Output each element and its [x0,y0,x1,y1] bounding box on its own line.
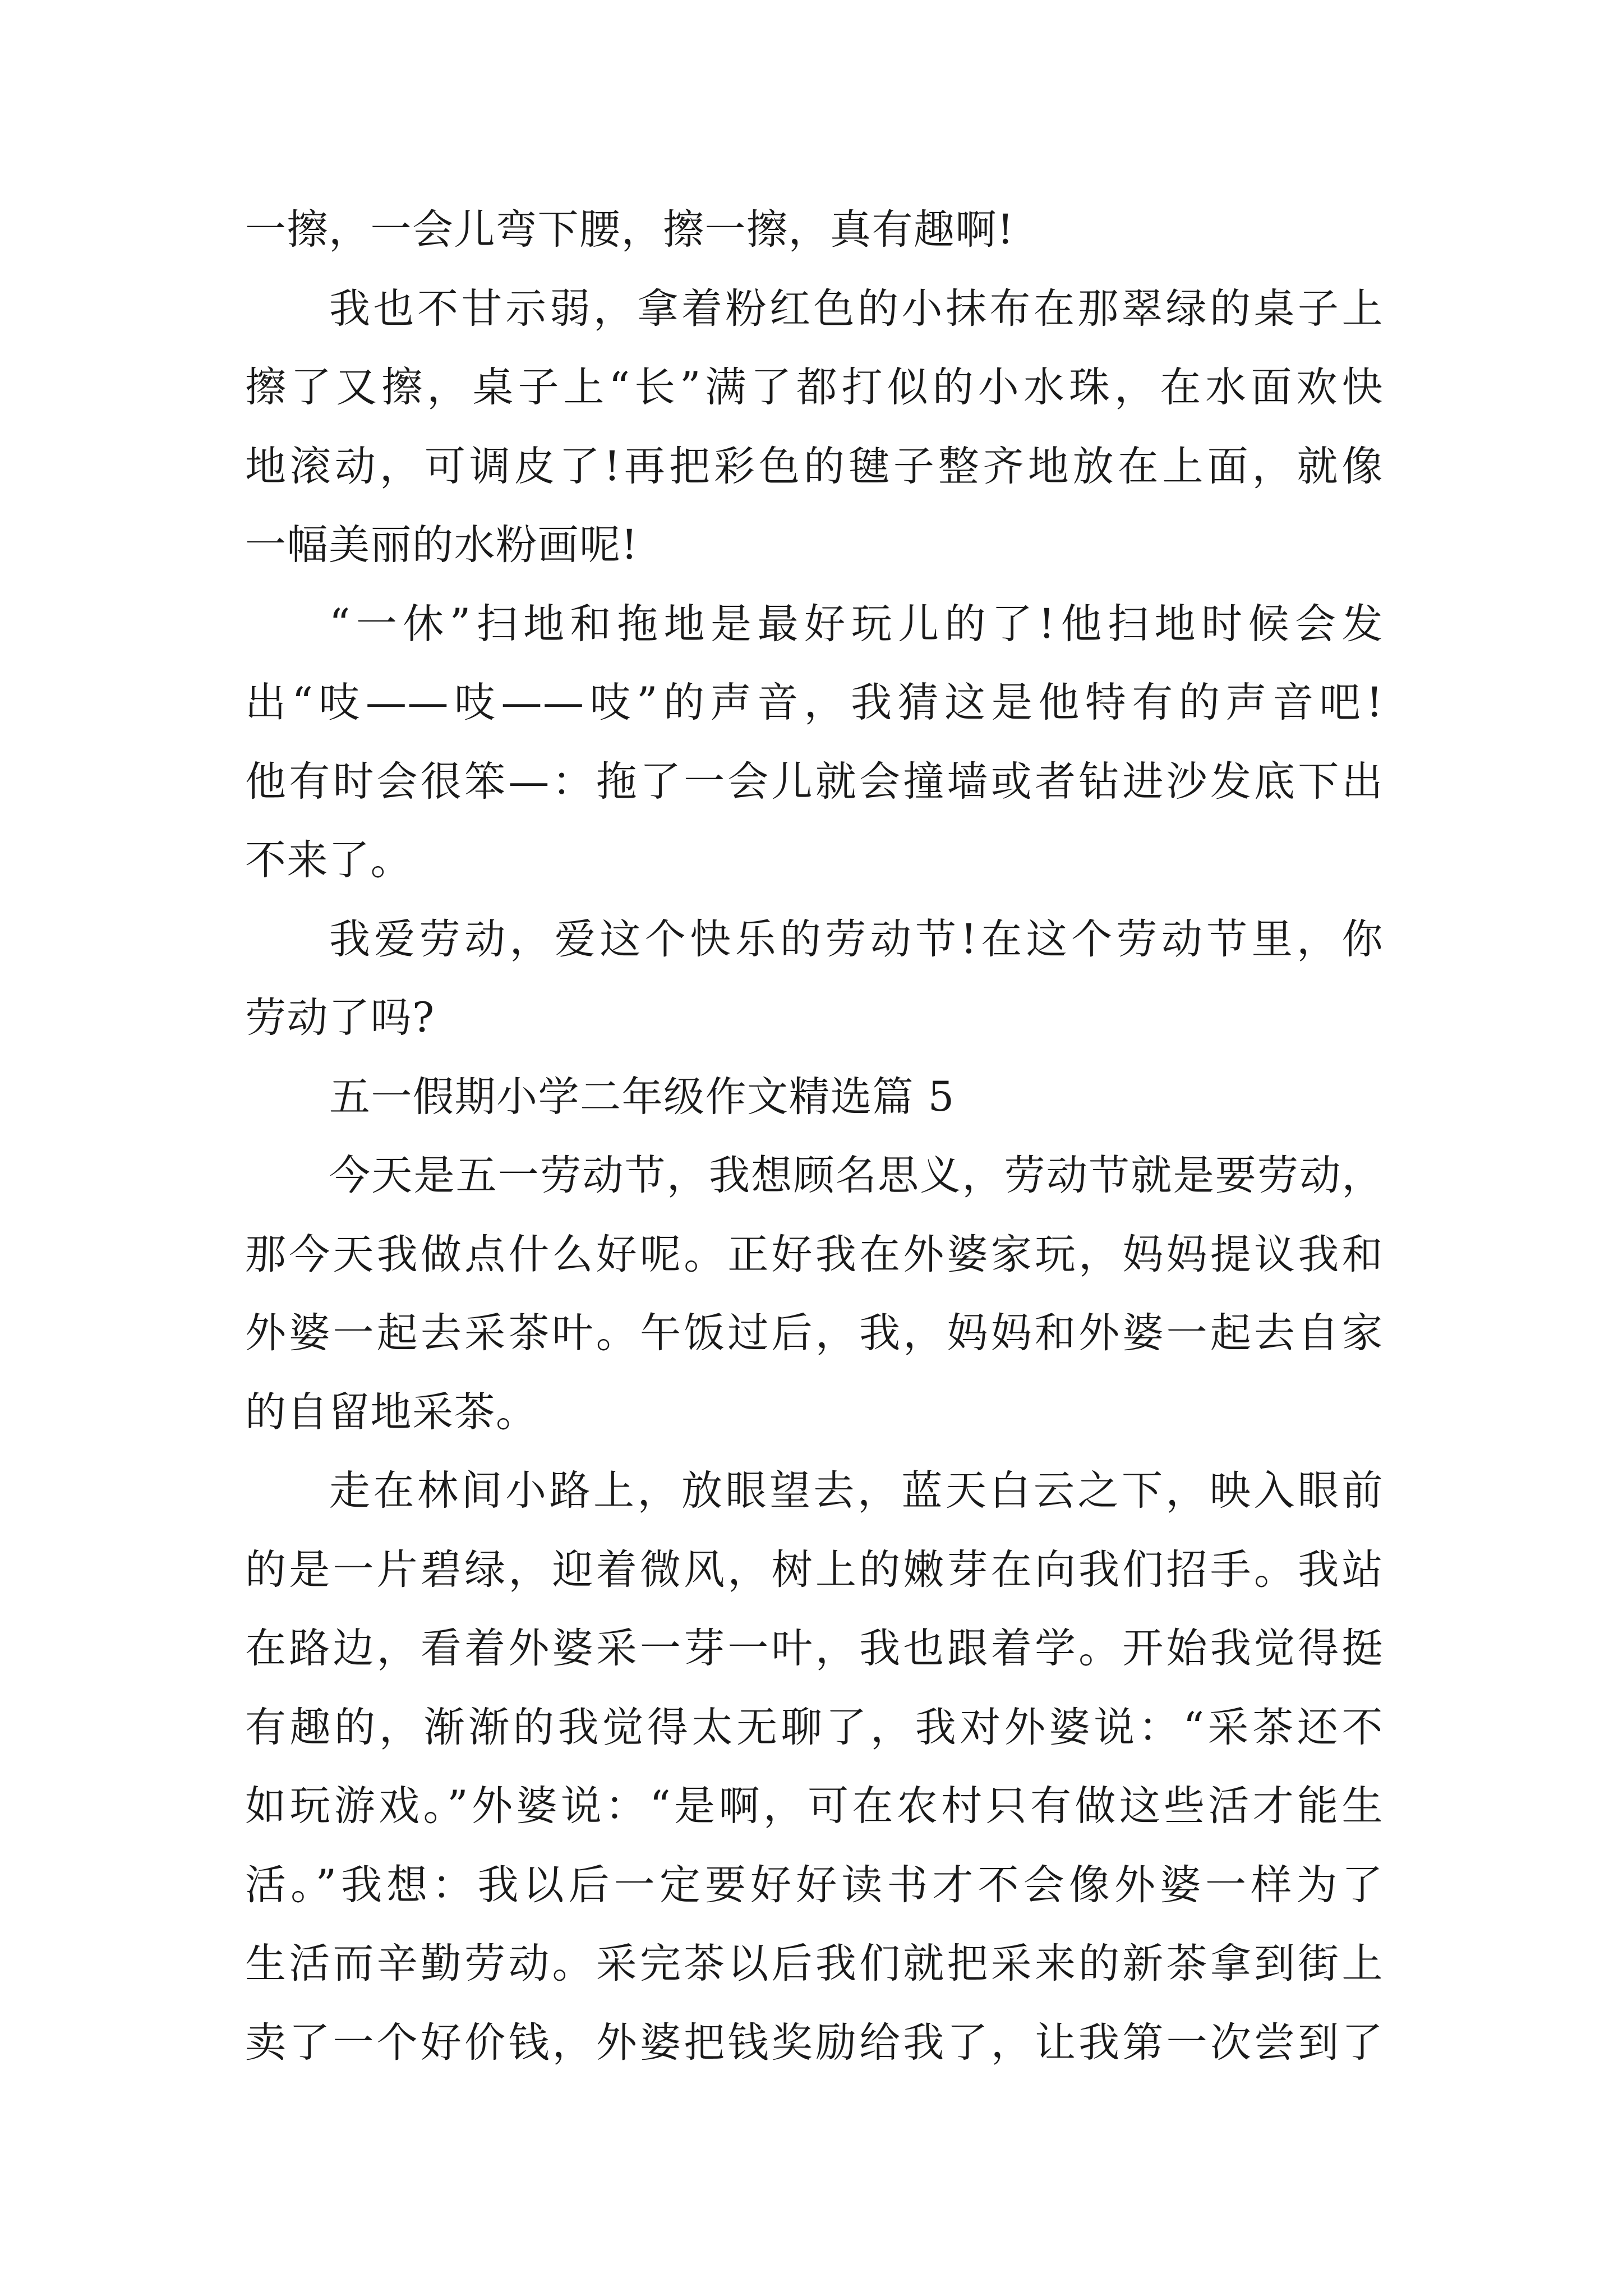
text-line: 活。”我想：我以后一定要好好读书才不会像外婆一样为了 [245,1861,1384,1909]
text-line: 出“吱——吱——吱”的声音，我猜这是他特有的声音吧! [245,679,1384,726]
text-line: 五一假期小学二年级作文精选篇 5 [329,1073,955,1121]
text-line: 我爱劳动，爱这个快乐的劳动节!在这个劳动节里，你 [329,915,1384,963]
text-line: “一休”扫地和拖地是最好玩儿的了!他扫地时候会发 [329,600,1384,648]
text-line: 有趣的，渐渐的我觉得太无聊了，我对外婆说：“采茶还不 [245,1703,1384,1751]
text-line: 一幅美丽的水粉画呢! [245,521,639,569]
text-line: 我也不甘示弱，拿着粉红色的小抹布在那翠绿的桌子上 [329,284,1384,333]
text-line: 今天是五一劳动节，我想顾名思义，劳动节就是要劳动， [329,1152,1384,1199]
text-line: 的是一片碧绿，迎着微风，树上的嫩芽在向我们招手。我站 [245,1545,1384,1594]
essay-text-body [245,191,1384,2082]
text-line: 那今天我做点什么好呢。正好我在外婆家玩，妈妈提议我和 [245,1230,1384,1278]
text-line: 他有时会很笨—：拖了一会儿就会撞墙或者钻进沙发底下出 [245,757,1384,806]
text-line: 在路边，看着外婆采一芽一叶，我也跟着学。开始我觉得挺 [245,1625,1384,1672]
text-line: 外婆一起去采茶叶。午饭过后，我，妈妈和外婆一起去自家 [245,1309,1384,1357]
text-line: 劳动了吗? [245,994,435,1042]
text-line: 一擦，一会儿弯下腰，擦一擦，真有趣啊! [245,206,1015,254]
text-line: 不来了。 [245,836,412,884]
text-line: 如玩游戏。”外婆说：“是啊，可在农村只有做这些活才能生 [245,1782,1384,1830]
text-line: 的自留地采茶。 [245,1388,538,1436]
text-line: 走在林间小路上，放眼望去，蓝天白云之下，映入眼前 [329,1467,1384,1515]
text-line: 地滚动，可调皮了!再把彩色的毽子整齐地放在上面，就像 [245,442,1384,490]
text-line: 擦了又擦，桌子上“长”满了都打似的小水珠，在水面欢快 [245,364,1384,411]
text-line: 生活而辛勤劳动。采完茶以后我们就把采来的新茶拿到街上 [245,1940,1384,1987]
text-line: 卖了一个好价钱，外婆把钱奖励给我了，让我第一次尝到了 [245,2018,1384,2067]
